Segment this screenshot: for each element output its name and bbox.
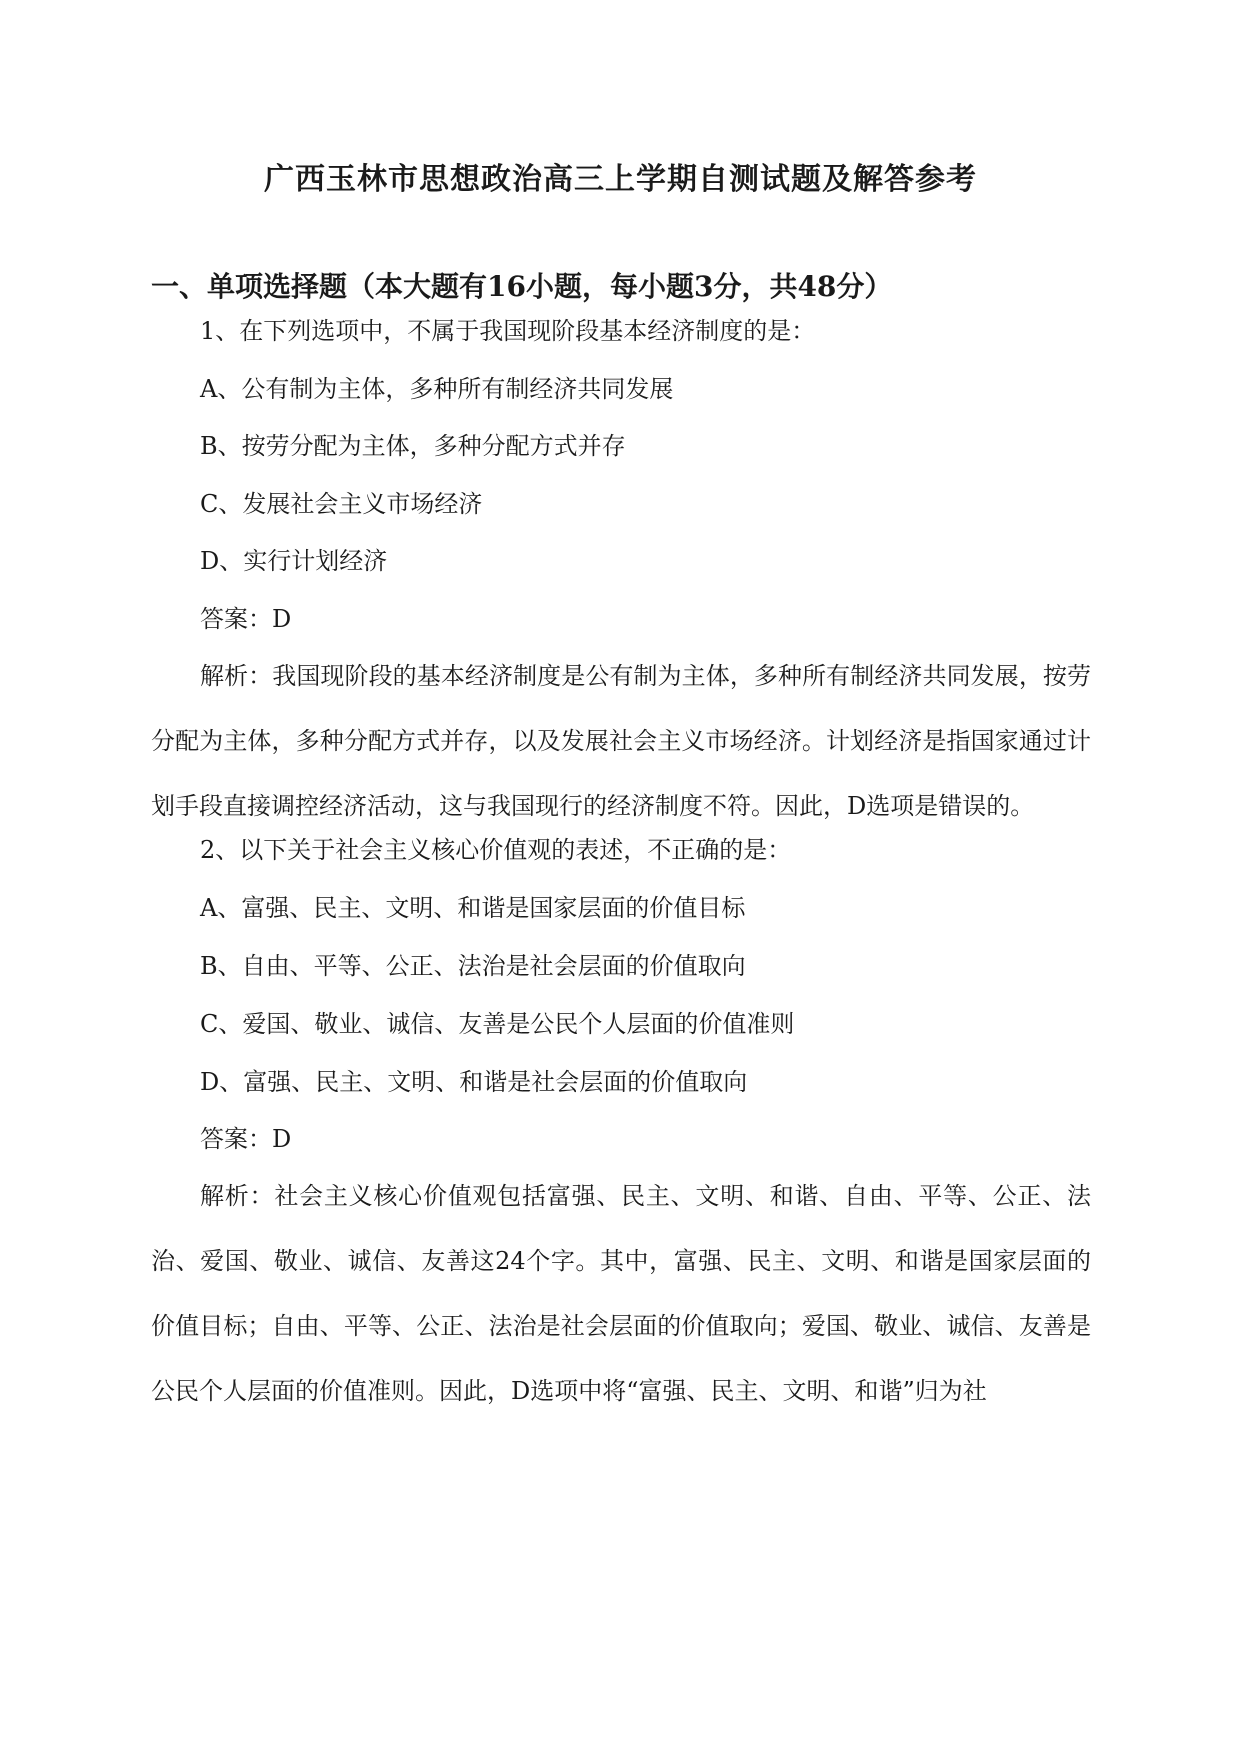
document-title: 广西玉林市思想政治高三上学期自测试题及解答参考 [264, 162, 977, 197]
question-2-option-b: B、自由、平等、公正、法治是社会层面的价值取向 [200, 952, 746, 980]
question-2-analysis: 解析：社会主义核心价值观包括富强、民主、文明、和谐、自由、平等、公正、法治、爱国、敬业、诚信、友善这24个字。其中，富强、民主、文明、和谐是国家层面的价值目标；自由、平等、公正、法治是社会层面的价值取向；爱国、敬业、诚信、友善是公民个人层面的价值准则。因此，D选项中将“富强、民主、文明、和谐”归为社 [151, 1182, 1091, 1405]
question-1-stem: 1、在下列选项中，不属于我国现阶段基本经济制度的是： [200, 317, 816, 345]
question-2-option-c: C、爱国、敬业、诚信、友善是公民个人层面的价值准则 [200, 1010, 795, 1038]
question-2-answer: 答案：D [200, 1125, 292, 1153]
question-1-option-d: D、实行计划经济 [200, 547, 388, 575]
question-1-option-b: B、按劳分配为主体，多种分配方式并存 [200, 432, 626, 460]
section-heading: 一、单项选择题（本大题有16小题，每小题3分，共48分） [151, 270, 893, 303]
question-1-option-a: A、公有制为主体，多种所有制经济共同发展 [200, 375, 674, 403]
question-1-option-c: C、发展社会主义市场经济 [200, 490, 483, 518]
question-2-option-a: A、富强、民主、文明、和谐是国家层面的价值目标 [200, 894, 746, 922]
question-1-analysis: 解析：我国现阶段的基本经济制度是公有制为主体，多种所有制经济共同发展，按劳分配为主体，多种分配方式并存，以及发展社会主义市场经济。计划经济是指国家通过计划手段直接调控经济活动，这与我国现行的经济制度不符。因此，D选项是错误的。 [151, 662, 1091, 820]
question-2-option-d: D、富强、民主、文明、和谐是社会层面的价值取向 [200, 1068, 748, 1096]
question-1-answer: 答案：D [200, 605, 292, 633]
question-2-stem: 2、以下关于社会主义核心价值观的表述，不正确的是： [200, 836, 792, 864]
